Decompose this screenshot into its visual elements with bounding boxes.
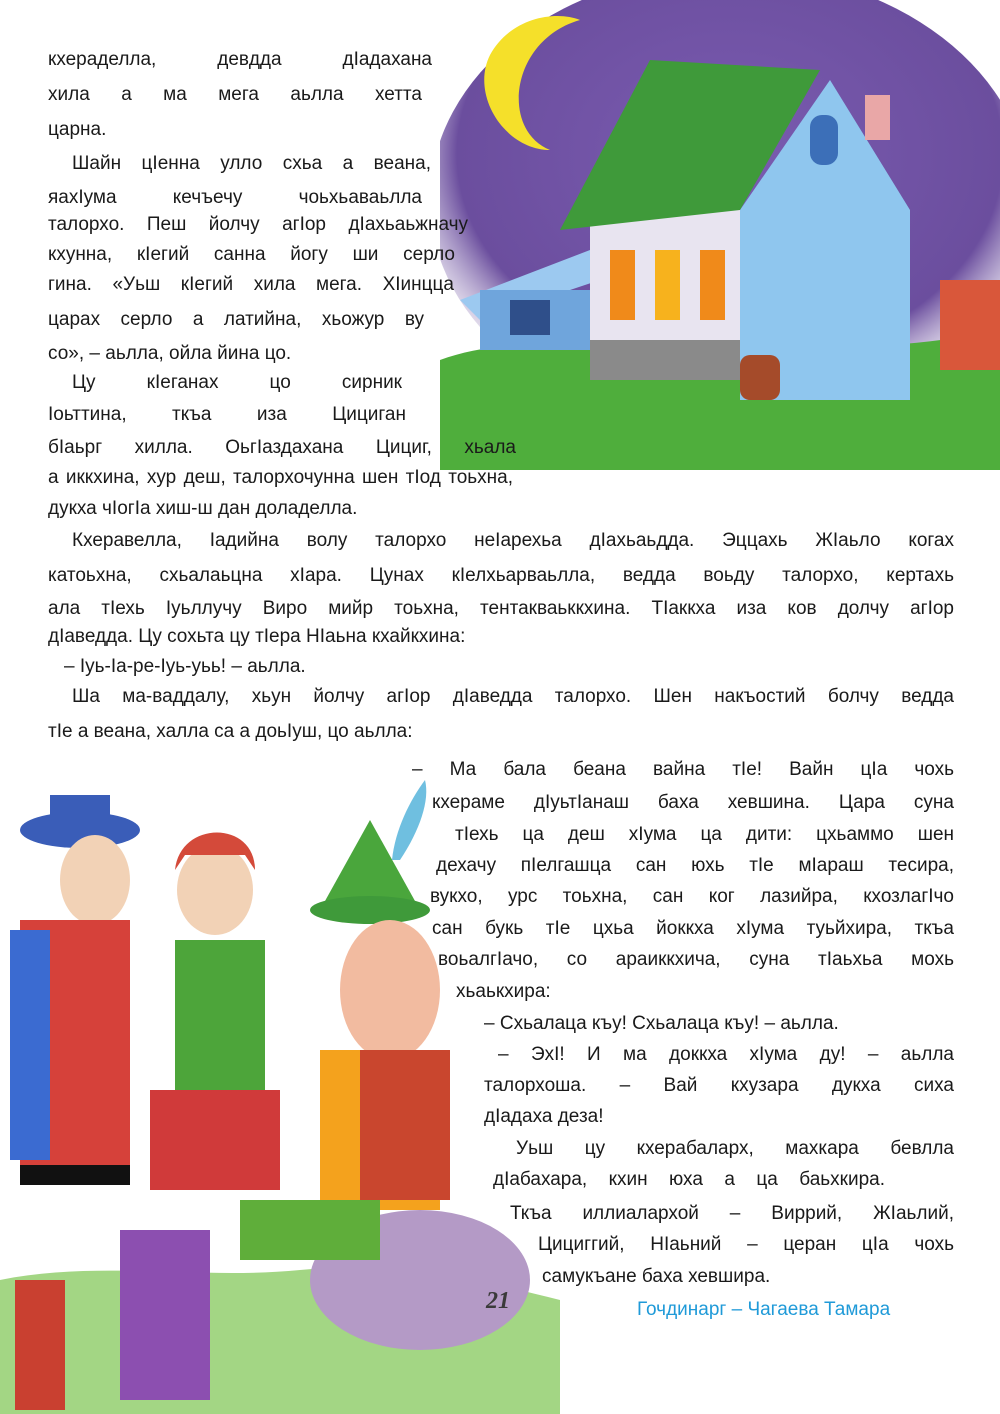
fence — [940, 280, 1000, 370]
text-line: катоьхна, схьалаьцна хӀара. Цунах кӀелхьарваьлла, ведда воьду талорхо, кертахь — [48, 565, 954, 586]
boot-1 — [15, 1280, 65, 1410]
translator-credit: Гочдинарг – Чагаева Тамара — [637, 1299, 891, 1320]
text-line: бӀаьрг хилла. ОьгӀаздахана Цициг, хьала — [48, 437, 516, 458]
belt — [20, 1165, 130, 1185]
text-line: Цу кӀеганах цо сирник — [72, 372, 402, 393]
barrel — [740, 355, 780, 400]
pants-man-3 — [240, 1200, 380, 1260]
text-line: царна. — [48, 119, 107, 140]
text-line: Ша ма-ваддалу, хьун йолчу агӀор дӀаведда талорхо. Шен накъостий болчу ведда — [72, 686, 954, 707]
annex-window — [510, 300, 550, 335]
vest-man-3 — [360, 1050, 450, 1200]
text-line: яахӀума кечъечу чоьхьаваьлла — [48, 187, 422, 208]
window-1 — [610, 250, 635, 320]
text-line: дехачу пӀелгашца сан юхь тӀе мӀараш тесира, — [436, 855, 954, 876]
gable-window — [810, 115, 838, 165]
text-line: Ткъа иллиалархой – Виррий, ЖӀаьлий, — [510, 1203, 954, 1224]
text-line: воьалгӀачо, со араиккхича, суна тӀаьхьа мохь — [438, 949, 954, 970]
text-line: Цициггий, НӀаьний – церан цӀа чохь — [538, 1234, 954, 1255]
text-line: дӀадаха деза! — [484, 1106, 604, 1127]
text-line: – Схьалаца къу! Схьалаца къу! – аьлла. — [484, 1013, 839, 1034]
text-line: – Ма бала беана вайна тӀе! Вайн цӀа чохь — [412, 759, 954, 780]
text-line: а иккхина, хур деш, талорхочунна шен тӀод тоьхна, — [48, 467, 513, 488]
text-line: – ЭхӀ! И ма доккха хӀума ду! – аьлла — [498, 1044, 954, 1065]
face-man-2 — [177, 845, 253, 935]
text-line: гина. «Уьш кӀегий хила мега. ХӀинцца — [48, 274, 454, 295]
text-line: сан букь тӀе цхьа йоккха хӀума туьйхира, ткъа — [432, 918, 954, 939]
chimney — [865, 95, 890, 140]
text-line: ала тӀехь Ӏуьллучу Виро мийр тоьхна, тентакваьккхина. ТӀаккха иза ков долчу агӀор — [48, 598, 954, 619]
text-line: хьаькхира: — [456, 981, 551, 1002]
body-man-2 — [175, 940, 265, 1100]
face-man-3 — [340, 920, 440, 1060]
text-line: кхунна, кӀегий санна йогу ши серло — [48, 244, 455, 265]
text-line: дукха чӀогӀа хиш-ш дан доладелла. — [48, 498, 358, 519]
text-line: Уьш цу кхерабаларх, махкара бевлла — [516, 1138, 954, 1159]
text-line: царах серло а латийна, хьожур ву — [48, 309, 424, 330]
page-number: 21 — [486, 1288, 510, 1314]
stone-base — [590, 340, 740, 380]
text-line: талорхоша. – Вай кхузара дукха сиха — [484, 1075, 954, 1096]
text-line: самукъане баха хевшира. — [542, 1266, 771, 1287]
text-line: со», – аьлла, ойла йина цо. — [48, 343, 292, 364]
text-line: дӀаведда. Цу сохьта цу тӀера НӀаьна кхайкхина: — [48, 626, 466, 647]
text-line: Ӏоьттина, ткъа иза Цициган — [48, 404, 406, 425]
text-line: тӀехь ца деш хӀума ца дити: цхьаммо шен — [455, 824, 954, 845]
text-line: талорхо. Пеш йолчу агӀор дӀахьаьжначу — [48, 214, 468, 235]
face-man-1 — [60, 835, 130, 925]
text-line: вукхо, урс тоьхна, сан ког лазийра, кхозлагӀчо — [430, 886, 954, 907]
text-line: Шайн цӀенна улло схьа а веана, — [72, 153, 431, 174]
feather-icon — [392, 780, 426, 860]
boot-2 — [120, 1230, 210, 1400]
text-line: дӀабахара, кхин юха а ца баьхкира. — [493, 1169, 885, 1190]
text-line: кхераделла, девдда дӀадахана — [48, 49, 432, 70]
text-line: кхераме дӀуьтӀанаш баха хевшина. Цара суна — [432, 792, 954, 813]
text-line: – Ӏуь-Ӏа-ре-Ӏуь-уьь! – аьлла. — [64, 656, 306, 677]
house-at-night-illustration — [440, 0, 1000, 470]
text-line: тӀе а веана, халла са а доьӀуш, цо аьлла: — [48, 721, 413, 742]
text-line: хила а ма мега аьлла хетта — [48, 84, 422, 105]
text-line: Кхеравелла, Ӏадийна волу талорхо неӀарехьа дӀахьаьдда. Эццахь ЖӀаьло когах — [72, 530, 954, 551]
pants-man-2 — [150, 1090, 280, 1190]
window-2 — [655, 250, 680, 320]
hat-brim — [310, 896, 430, 924]
hat-top — [50, 795, 110, 830]
window-3 — [700, 250, 725, 320]
sleeve-man-1 — [10, 930, 50, 1160]
